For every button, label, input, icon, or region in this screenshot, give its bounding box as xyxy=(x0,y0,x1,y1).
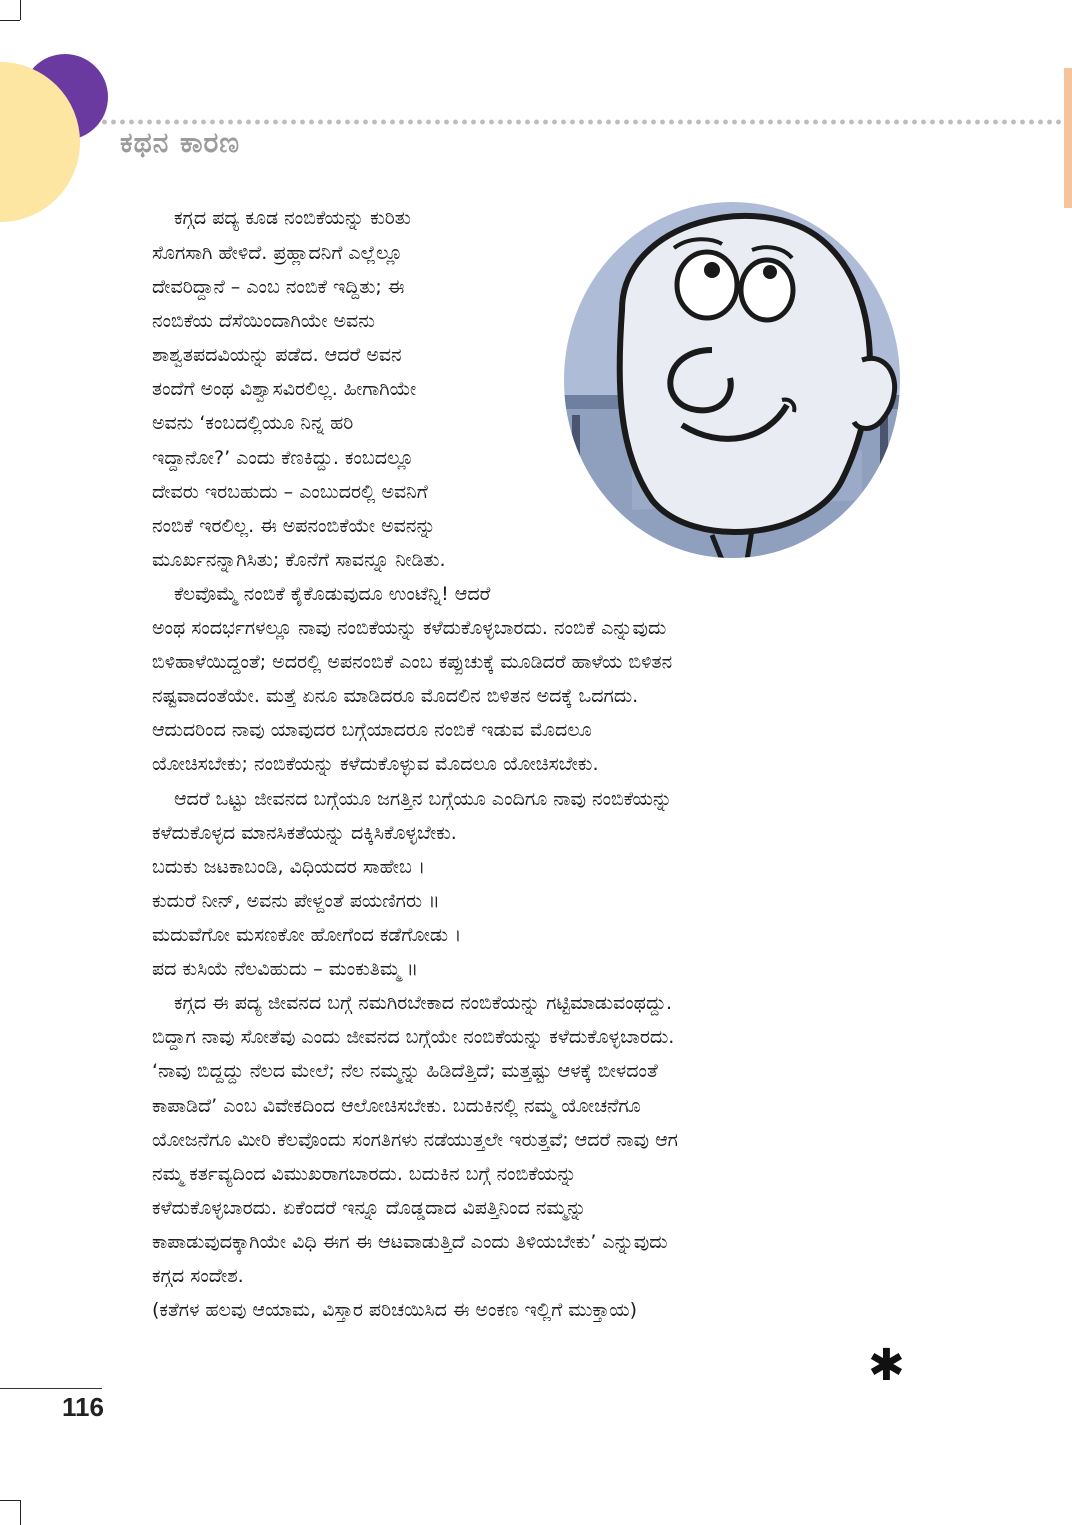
text-line: ನಂಬಿಕೆಯ ದೆಸೆಯಿಂದಾಗಿಯೇ ಅವನು xyxy=(152,310,375,332)
closing-note: (ಕತೆಗಳ ಹಲವು ಆಯಾಮ, ವಿಸ್ತಾರ ಪರಿಚಯಿಸಿದ ಈ ಅಂಕಣ ಇಲ್ಲಿಗೆ ಮುಕ್ತಾಯ) xyxy=(152,1299,637,1321)
page-number-rule xyxy=(0,1388,102,1389)
text-line: ದೇವರಿದ್ದಾನೆ – ಎಂಬ ನಂಬಿಕೆ ಇದ್ದಿತು; ಈ xyxy=(152,276,405,298)
text-line: ತಂದೆಗೆ ಅಂಥ ವಿಶ್ವಾಸವಿರಲಿಲ್ಲ. ಹೀಗಾಗಿಯೇ xyxy=(152,378,417,400)
text-line: ಯೋಜನೆಗೂ ಮೀರಿ ಕೆಲವೊಂದು ಸಂಗತಿಗಳು ನಡೆಯುತ್ತಲೇ ಇರುತ್ತವೆ; ಆದರೆ ನಾವು ಆಗ xyxy=(152,1129,678,1151)
crop-mark xyxy=(20,1500,21,1525)
text-line: ನಮ್ಮ ಕರ್ತವ್ಯದಿಂದ ವಿಮುಖರಾಗಬಾರದು. ಬದುಕಿನ ಬಗ್ಗೆ ನಂಬಿಕೆಯನ್ನು xyxy=(152,1163,577,1185)
end-mark-icon: ✱ xyxy=(868,1340,905,1391)
text-line: ಸೊಗಸಾಗಿ ಹೇಳಿದೆ. ಪ್ರಹ್ಲಾದನಿಗೆ ಎಲ್ಲೆಲ್ಲೂ xyxy=(152,242,403,264)
crop-mark xyxy=(0,20,20,21)
text-line: ಶಾಶ್ವತಪದವಿಯನ್ನು ಪಡೆದ. ಆದರೆ ಅವನ xyxy=(152,344,402,366)
text-line: ‘ನಾವು ಬಿದ್ದದ್ದು ನೆಲದ ಮೇಲೆ; ನೆಲ ನಮ್ಮನ್ನು ಹಿಡಿದೆತ್ತಿದೆ; ಮತ್ತಷ್ಟು ಆಳಕ್ಕೆ ಬೀಳದಂತೆ xyxy=(152,1060,658,1082)
cartoon-face-icon xyxy=(562,200,902,560)
text-line: ಕಗ್ಗದ ಈ ಪದ್ಯ ಜೀವನದ ಬಗ್ಗೆ ನಮಗಿರಬೇಕಾದ ನಂಬಿಕೆಯನ್ನು ಗಟ್ಟಿಮಾಡುವಂಥದ್ದು. xyxy=(174,992,673,1014)
text-line: ಮೂರ್ಖನನ್ನಾಗಿಸಿತು; ಕೊನೆಗೆ ಸಾವನ್ನೂ ನೀಡಿತು. xyxy=(152,549,446,571)
text-line: ಕಗ್ಗದ ಪದ್ಯ ಕೂಡ ನಂಬಿಕೆಯನ್ನು ಕುರಿತು xyxy=(174,207,411,229)
text-line: ಇದ್ದಾನೋ?’ ಎಂದು ಕೆಣಕಿದ್ದು. ಕಂಬದಲ್ಲೂ xyxy=(152,447,414,469)
text-line: ಅವನು ‘ಕಂಬದಲ್ಲಿಯೂ ನಿನ್ನ ಹರಿ xyxy=(152,412,354,434)
page-number: 116 xyxy=(62,1392,104,1422)
verse-line: ಪದ ಕುಸಿಯೆ ನೆಲವಿಹುದು – ಮಂಕುತಿಮ್ಮ ॥ xyxy=(152,958,419,980)
text-line: ಕಳೆದುಕೊಳ್ಳಬಾರದು. ಏಕೆಂದರೆ ಇನ್ನೂ ದೊಡ್ಡದಾದ ವಿಪತ್ತಿನಿಂದ ನಮ್ಮನ್ನು xyxy=(152,1197,587,1219)
crop-mark xyxy=(0,1500,20,1501)
text-line: ಆದರೆ ಒಟ್ಟು ಜೀವನದ ಬಗ್ಗೆಯೂ ಜಗತ್ತಿನ ಬಗ್ಗೆಯೂ ಎಂದಿಗೂ ನಾವು ನಂಬಿಕೆಯನ್ನು xyxy=(174,788,673,810)
verse-line: ಬದುಕು ಜಟಕಾಬಂಡಿ, ವಿಧಿಯದರ ಸಾಹೇಬ । xyxy=(152,856,426,878)
section-title: ಕಥನ ಕಾರಣ xyxy=(120,126,241,159)
text-line: ಬಿಳಿಹಾಳೆಯಿದ್ದಂತೆ; ಅದರಲ್ಲಿ ಅಪನಂಬಿಕೆ ಎಂಬ ಕಪ್ಪುಚುಕ್ಕೆ ಮೂಡಿದರೆ ಹಾಳೆಯ ಬಿಳಿತನ xyxy=(152,651,673,673)
text-line: ಬಿದ್ದಾಗ ನಾವು ಸೋತೆವು ಎಂದು ಜೀವನದ ಬಗ್ಗೆಯೇ ನಂಬಿಕೆಯನ್ನು ಕಳೆದುಕೊಳ್ಳಬಾರದು. xyxy=(152,1026,675,1048)
decor-side-bar xyxy=(1064,68,1072,208)
text-line: ಆದುದರಿಂದ ನಾವು ಯಾವುದರ ಬಗ್ಗೆಯಾದರೂ ನಂಬಿಕೆ ಇಡುವ ಮೊದಲೂ xyxy=(152,719,592,741)
text-line: ಯೋಚಿಸಬೇಕು; ನಂಬಿಕೆಯನ್ನು ಕಳೆದುಕೊಳ್ಳುವ ಮೊದಲೂ ಯೋಚಿಸಬೇಕು. xyxy=(152,753,599,775)
text-line: ಕಗ್ಗದ ಸಂದೇಶ. xyxy=(152,1265,244,1287)
verse-line: ಮದುವೆಗೋ ಮಸಣಕೋ ಹೋಗೆಂದ ಕಡೆಗೋಡು । xyxy=(152,924,462,946)
dotted-divider xyxy=(100,119,1062,125)
text-line: ಕಾಪಾಡಿದೆ’ ಎಂಬ ವಿವೇಕದಿಂದ ಆಲೋಚಿಸಬೇಕು. ಬದುಕಿನಲ್ಲಿ ನಮ್ಮ ಯೋಚನೆಗೂ xyxy=(152,1095,641,1117)
text-line: ಕೆಲವೊಮ್ಮೆ ನಂಬಿಕೆ ಕೈಕೊಡುವುದೂ ಉಂಟೆನ್ನಿ! ಆದರೆ xyxy=(174,583,491,605)
crop-mark xyxy=(20,0,21,20)
text-line: ನಂಬಿಕೆ ಇರಲಿಲ್ಲ. ಈ ಅಪನಂಬಿಕೆಯೇ ಅವನನ್ನು xyxy=(152,515,436,537)
text-line: ಅಂಥ ಸಂದರ್ಭಗಳಲ್ಲೂ ನಾವು ನಂಬಿಕೆಯನ್ನು ಕಳೆದುಕೊಳ್ಳಬಾರದು. ನಂಬಿಕೆ ಎನ್ನುವುದು xyxy=(152,617,667,639)
text-line: ಕಳೆದುಕೊಳ್ಳದ ಮಾನಸಿಕತೆಯನ್ನು ದಕ್ಕಿಸಿಕೊಳ್ಳಬೇಕು. xyxy=(152,822,457,844)
verse-line: ಕುದುರೆ ನೀನ್, ಅವನು ಪೇಳ್ದಂತೆ ಪಯಣಿಗರು ॥ xyxy=(152,890,440,912)
text-line: ದೇವರು ಇರಬಹುದು – ಎಂಬುದರಲ್ಲಿ ಅವನಿಗೆ xyxy=(152,481,428,503)
text-line: ಕಾಪಾಡುವುದಕ್ಕಾಗಿಯೇ ವಿಧಿ ಈಗ ಈ ಆಟವಾಡುತ್ತಿದೆ ಎಂದು ತಿಳಿಯಬೇಕು’ ಎನ್ನುವುದು xyxy=(152,1231,668,1253)
text-line: ನಷ್ಟವಾದಂತೆಯೇ. ಮತ್ತೆ ಏನೂ ಮಾಡಿದರೂ ಮೊದಲಿನ ಬಿಳಿತನ ಅದಕ್ಕೆ ಒದಗದು. xyxy=(152,685,639,707)
